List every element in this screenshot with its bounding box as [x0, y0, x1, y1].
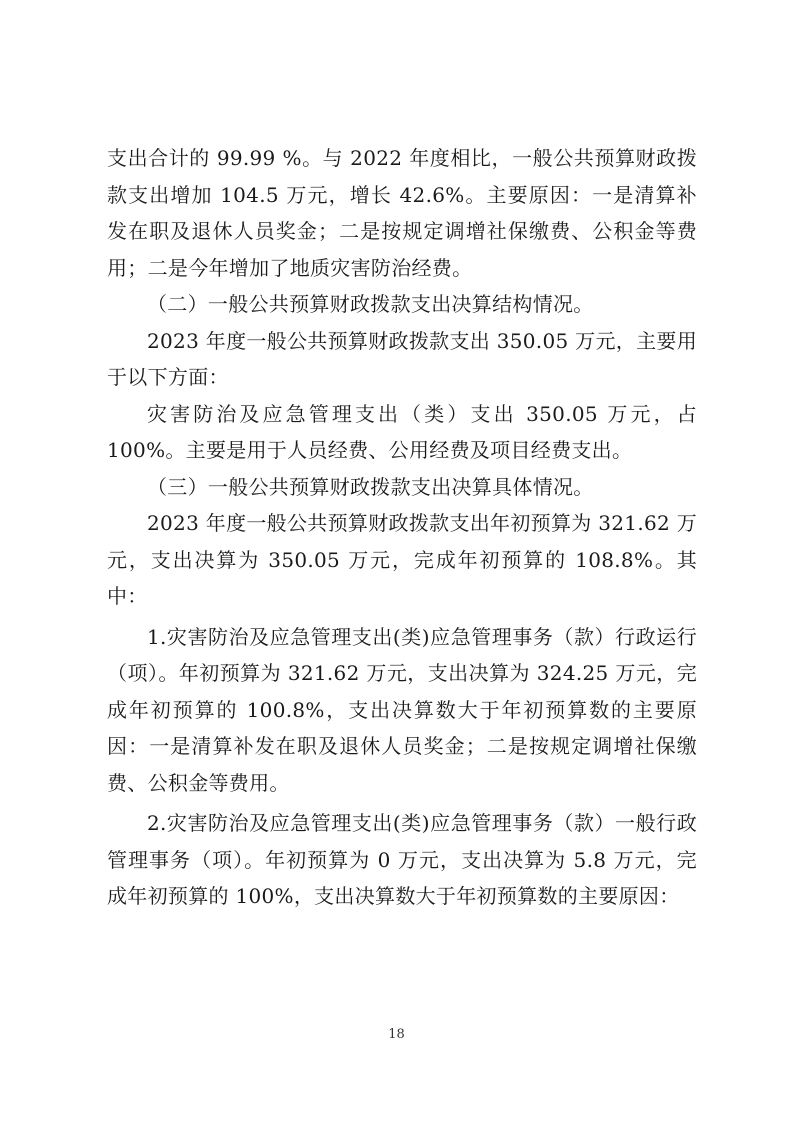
paragraph-item-1: 1.灾害防治及应急管理支出(类)应急管理事务（款）行政运行（项）。年初预算为 321.62 万元，支出决算为 324.25 万元，完成年初预算的 100.8%，支出决算数大于年初预算数的主要原因：一是清算补发在职及退休人员奖金；二是按规定调增社保缴费、公积金等费用。 — [107, 624, 697, 795]
paragraph-structure-category: 灾害防治及应急管理支出（类）支出 350.05 万元，占 100%。主要是用于人员经费、公用经费及项目经费支出。 — [107, 401, 697, 462]
paragraph-details-summary: 2023 年度一般公共预算财政拨款支出年初预算为 321.62 万元，支出决算为 350.05 万元，完成年初预算的 108.8%。其中： — [107, 511, 697, 608]
heading-structure: （二）一般公共预算财政拨款支出决算结构情况。 — [147, 292, 594, 316]
heading-details: （三）一般公共预算财政拨款支出决算具体情况。 — [147, 474, 594, 499]
document-body — [107, 140, 697, 915]
page-number: 18 — [388, 1027, 405, 1042]
paragraph-expenditure-comparison: 支出合计的 99.99 %。与 2022 年度相比，一般公共预算财政拨款支出增加 104.5 万元，增长 42.6%。主要原因：一是清算补发在职及退休人员奖金；二是按规定调增社保缴费、公积金等费用；二是今年增加了地质灾害防治经费。 — [107, 146, 697, 280]
paragraph-structure-total: 2023 年度一般公共预算财政拨款支出 350.05 万元，主要用于以下方面： — [107, 328, 697, 389]
paragraph-item-2: 2.灾害防治及应急管理支出(类)应急管理事务（款）一般行政管理事务（项）。年初预算为 0 万元，支出决算为 5.8 万元，完成年初预算的 100%，支出决算数大于年初预算数的主要原因： — [107, 811, 697, 908]
